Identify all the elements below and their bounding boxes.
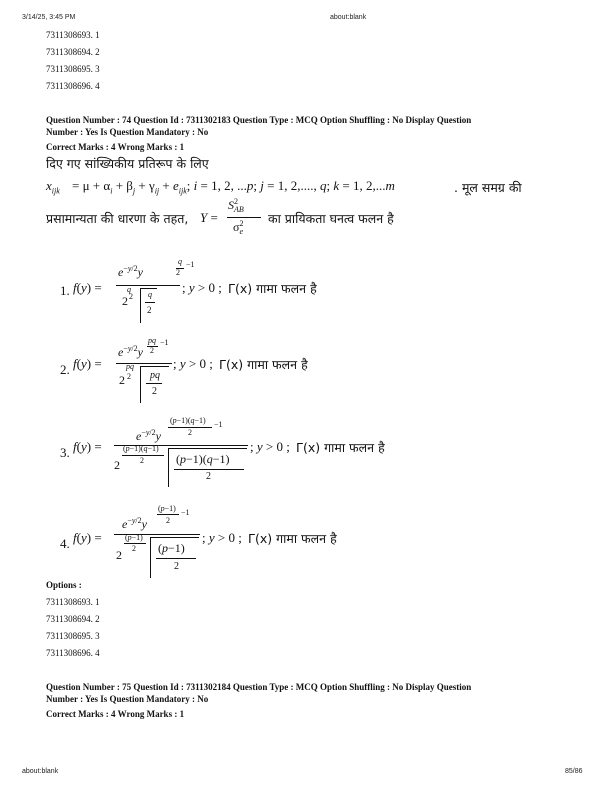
q74-option-4: 7311308696. 4 — [46, 648, 100, 658]
q74-option-2: 7311308694. 2 — [46, 614, 100, 624]
q74-option-4-gamma-note: Γ(x) गामा फलन है — [248, 531, 337, 546]
q74-meta-line2: Number : Yes Is Question Mandatory : No — [46, 127, 209, 137]
q74-option-1-gamma-note: Γ(x) गामा फलन है — [228, 281, 317, 296]
q74-stem-line3a: प्रसामान्यता की धारणा के तहत, — [46, 211, 189, 226]
q74-stem-line3b: का प्रायिकता घनत्व फलन है — [268, 211, 394, 226]
print-page-number: 85/86 — [565, 768, 583, 775]
q74-option-3: 7311308695. 3 — [46, 631, 100, 641]
print-footer-url: about:blank — [22, 768, 59, 775]
prev-option-1: 7311308693. 1 — [46, 30, 100, 40]
prev-option-3: 7311308695. 3 — [46, 64, 100, 74]
q74-option-3-gamma-note: Γ(x) गामा फलन है — [296, 440, 385, 455]
q75-meta — [46, 681, 571, 705]
q74-options-label: Options : — [46, 580, 82, 590]
prev-option-2: 7311308694. 2 — [46, 47, 100, 57]
q74-stem-line1: दिए गए सांख्यिकीय प्रतिरूप के लिए — [46, 156, 209, 171]
q75-marks: Correct Marks : 4 Wrong Marks : 1 — [46, 709, 185, 719]
q75-meta-line1: Question Number : 75 Question Id : 7311302184 Question Type : MCQ Option Shuffling : No Display Question — [46, 682, 472, 692]
q74-marks: Correct Marks : 4 Wrong Marks : 1 — [46, 142, 185, 152]
q74-meta-line1: Question Number : 74 Question Id : 7311302183 Question Type : MCQ Option Shuffling : No Display Question — [46, 115, 472, 125]
print-title: about:blank — [330, 14, 367, 21]
q75-meta-line2: Number : Yes Is Question Mandatory : No — [46, 694, 209, 704]
q74-meta — [46, 114, 571, 138]
print-datetime: 3/14/25, 3:45 PM — [22, 14, 76, 21]
q74-option-2-gamma-note: Γ(x) गामा फलन है — [219, 357, 308, 372]
q74-option-1: 7311308693. 1 — [46, 597, 100, 607]
q74-stem-line2-tail: . मूल समग्र की — [454, 180, 522, 195]
prev-option-4: 7311308696. 4 — [46, 81, 100, 91]
